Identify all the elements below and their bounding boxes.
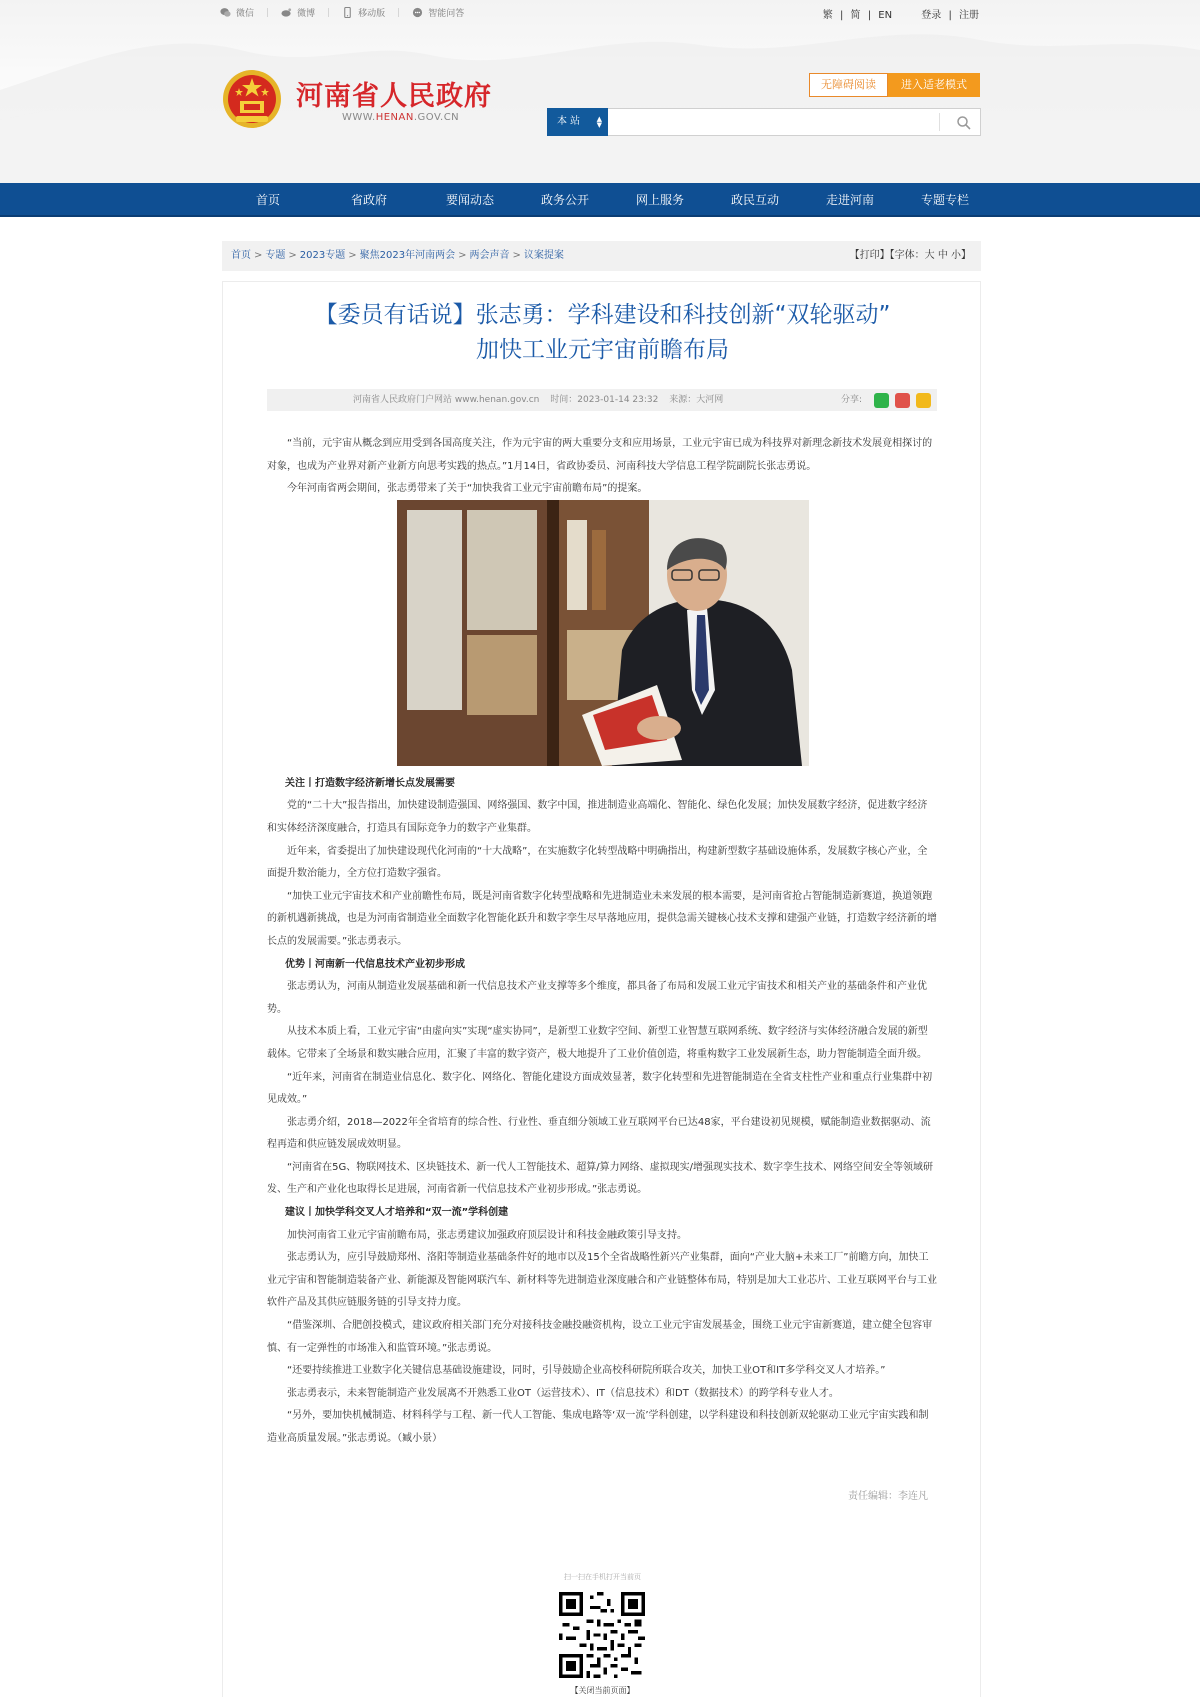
breadcrumb-sep: >	[288, 250, 297, 261]
breadcrumb-item[interactable]: 议案提案	[523, 250, 564, 261]
site-url-suffix: .GOV.CN	[413, 112, 460, 123]
breadcrumb-item[interactable]: 专题	[265, 250, 286, 261]
breadcrumb-item[interactable]: 聚焦2023年河南两会	[359, 250, 456, 261]
login-link[interactable]: 登录	[921, 10, 942, 21]
search-icon[interactable]	[956, 115, 972, 131]
divider: |	[266, 7, 270, 18]
section-heading: 建议丨加快学科交叉人才培养和“双一流”学科创建	[285, 1207, 509, 1219]
share-qzone-icon[interactable]	[916, 393, 931, 408]
wechat-icon	[220, 7, 231, 18]
nav-home[interactable]: 首页	[256, 193, 281, 207]
search-box	[547, 108, 981, 136]
divider: |	[839, 10, 844, 21]
paragraph: “借鉴深圳、合肥创投模式，建议政府相关部门充分对接科技金融投融资机构，设立工业元宇宙发展基金，围绕工业元宇宙新赛道，建立健全包容审慎、有一定弹性的市场准入和监管环境。”张志勇说。	[267, 1320, 933, 1354]
breadcrumb-sep: >	[458, 250, 467, 261]
article-title-line1: 【委员有话说】张志勇：学科建设和科技创新“双轮驱动”	[314, 302, 891, 328]
wechat-link[interactable]	[220, 6, 254, 19]
breadcrumb	[231, 241, 564, 271]
qr-code	[559, 1592, 645, 1678]
updown-arrow-icon: ▲ ▼	[596, 115, 602, 129]
national-emblem-logo[interactable]	[222, 68, 282, 130]
section-heading: 优势丨河南新一代信息技术产业初步形成	[285, 958, 465, 970]
mobile-label: 移动版	[358, 9, 386, 19]
nav-special-topics[interactable]: 专题专栏	[921, 193, 970, 207]
mobile-icon	[342, 7, 353, 18]
paragraph: “近年来，河南省在制造业信息化、数字化、网络化、智能化建设方面成效显著，数字化转型和先进智能制造在全省支柱性产业和重点行业集群中初见成效。”	[267, 1071, 933, 1106]
mountain-decoration	[0, 0, 1200, 183]
register-link[interactable]: 注册	[959, 10, 979, 21]
share-bar	[841, 392, 931, 408]
article-photo	[397, 500, 809, 766]
breadcrumb-sep: >	[348, 250, 357, 261]
paragraph: “河南省在5G、物联网技术、区块链技术、新一代人工智能技术、超算/算力网络、虚拟现实/增强现实技术、数字孪生技术、网络空间安全等领域研发、生产和产业化也取得长足进展，河南省新一代信息技术产业初步形成。”张志勇说。	[267, 1161, 934, 1196]
lang-english[interactable]: EN	[878, 10, 893, 21]
elder-mode-button[interactable]: 进入适老模式	[888, 73, 980, 97]
breadcrumb-bar	[222, 241, 981, 271]
divider: |	[397, 7, 401, 18]
paragraph: 近年来，省委提出了加快建设现代化河南的“十大战略”，在实施数字化转型战略中明确指出，构建新型数字基础设施体系，发展数字核心产业，全面提升数治能力，全方位打造数字强省。	[267, 845, 928, 880]
breadcrumb-item[interactable]: 首页	[231, 250, 251, 261]
paragraph: 党的“二十大”报告指出，加快建设制造强国、网络强国、数字中国，推进制造业高端化、智能化、绿色化发展；加快发展数字经济，促进数字经济和实体经济深度融合，打造具有国际竞争力的数字产业集群。	[267, 800, 928, 834]
section-heading: 关注丨打造数字经济新增长点发展需要	[285, 777, 455, 789]
paragraph: 从技术本质上看，工业元宇宙“由虚向实”实现“虚实协同”，是新型工业数字空间、新型工业智慧互联网系统、数字经济与实体经济融合发展的新型载体。它带来了全场景和数实融合应用，汇聚了丰富的数字资产，极大地提升了工业价值创造，将重构数字工业发展新生态，助力智能制造全面升级。	[267, 1026, 928, 1060]
header-background	[0, 0, 1200, 183]
divider: |	[867, 10, 872, 21]
paragraph: “当前，元宇宙从概念到应用受到各国高度关注，作为元宇宙的两大重要分支和应用场景，工业元宇宙已成为科技界对新理念新技术发展竟相探讨的对象，也成为产业界对新产业新方向思考实践的热点。”1月14日，省政协委员、河南科技大学信息工程学院副院长张志勇说。	[267, 438, 933, 472]
accessible-reading-button[interactable]: 无障碍阅读	[809, 73, 888, 97]
smart-qa-label: 智能问答	[428, 9, 465, 19]
search-divider	[939, 113, 940, 131]
paragraph: “另外，要加快机械制造、材料科学与工程、新一代人工智能、集成电路等‘双一流’学科创建，以学科建设和科技创新双轮驱动工业元宇宙实践和制造业高质量发展。”张志勇说。（臧小景）	[267, 1410, 929, 1444]
nav-news[interactable]: 要闻动态	[446, 193, 495, 207]
lang-traditional[interactable]: 繁	[822, 10, 833, 21]
meta-time: 时间：2023-01-14 23:32	[550, 395, 659, 405]
site-url	[342, 112, 459, 123]
paragraph: 今年河南省两会期间，张志勇带来了关于“加快我省工业元宇宙前瞻布局”的提案。	[287, 483, 648, 495]
nav-gov-affairs[interactable]: 政务公开	[541, 193, 590, 207]
meta-source-site: 河南省人民政府门户网站 www.henan.gov.cn	[353, 395, 540, 405]
paragraph: “加快工业元宇宙技术和产业前瞻性布局，既是河南省数字化转型战略和先进制造业未来发展的根本需要，是河南省抢占智能制造新赛道，换道领跑的新机遇新挑战，也是为河南省制造业全面数字化智能化跃升和数字孪生尽早落地应用，提供急需关键核心技术支撑和建强产业链，打造数字经济新的增长点的发展需要。”张志勇表示。	[267, 890, 937, 947]
share-label: 分享:	[840, 395, 862, 405]
breadcrumb-sep: >	[512, 250, 521, 261]
smart-qa-link[interactable]	[412, 6, 464, 19]
search-scope-label: 本站	[557, 116, 583, 127]
print-font-tools[interactable]: 【打印】【字体：大 中 小】	[849, 250, 971, 261]
close-page-link[interactable]: 【关闭当前页面】	[570, 1686, 635, 1695]
paragraph: “还要持续推进工业数字化关键信息基础设施建设，同时，引导鼓励企业高校科研院所联合攻关，加快工业OT和IT多学科交叉人才培养。”	[287, 1365, 886, 1377]
search-scope-select[interactable]	[547, 108, 608, 136]
site-url-prefix: WWW.	[342, 112, 376, 123]
breadcrumb-item[interactable]: 两会声音	[469, 250, 510, 261]
mobile-link[interactable]	[342, 6, 385, 19]
nav-about-henan[interactable]: 走进河南	[826, 193, 875, 207]
breadcrumb-item[interactable]: 2023专题	[299, 250, 346, 261]
weibo-label: 微博	[297, 9, 316, 19]
weibo-link[interactable]	[281, 6, 315, 19]
site-url-brand: HENAN	[375, 112, 414, 123]
site-title[interactable]: 河南省人民政府	[296, 81, 492, 112]
qr-caption: 扫一扫在手机打开当前页	[564, 1573, 641, 1581]
wechat-label: 微信	[236, 9, 255, 19]
share-wechat-icon[interactable]	[874, 393, 889, 408]
article-meta-bar	[267, 389, 937, 411]
article-title	[223, 298, 982, 368]
paragraph: 张志勇认为，河南从制造业发展基础和新一代信息技术产业支撑等多个维度，都具备了布局和发展工业元宇宙技术和相关产业的基础条件和产业优势。	[267, 981, 927, 1015]
breadcrumb-sep: >	[254, 250, 263, 261]
paragraph: 张志勇介绍，2018—2022年全省培育的综合性、行业性、垂直细分领域工业互联网平台已达48家，平台建设初见规模，赋能制造业数据驱动、流程再造和供应链发展成效明显。	[267, 1116, 931, 1151]
top-utility-bar	[220, 6, 981, 22]
article-meta-info	[353, 389, 731, 411]
article-container	[222, 281, 981, 1697]
nav-online-services[interactable]: 网上服务	[636, 193, 685, 207]
divider: |	[327, 7, 331, 18]
paragraph: 张志勇表示，未来智能制造产业发展离不开熟悉工业OT（运营技术）、IT（信息技术）和DT（数据技术）的跨学科专业人才。	[287, 1387, 839, 1399]
paragraph: 张志勇认为，应引导鼓励郑州、洛阳等制造业基础条件好的地市以及15个全省战略性新兴产业集群，面向“产业大脑+未来工厂”前瞻方向，加快工业元宇宙和智能制造装备产业、新能源及智能网联汽车、新材料等先进制造业深度融合和产业链整体布局，特别是加大工业芯片、工业互联网平台与工业软件产品及其供应链服务链的引导支持力度。	[267, 1252, 937, 1309]
article-title-line2: 加快工业元宇宙前瞻布局	[476, 337, 729, 363]
paragraph: 加快河南省工业元宇宙前瞻布局，张志勇建议加强政府顶层设计和科技金融政策引导支持。	[287, 1229, 687, 1241]
responsible-editor: 责任编辑：李连凡	[848, 1491, 928, 1502]
chat-icon	[412, 7, 423, 18]
search-input[interactable]	[612, 111, 942, 133]
weibo-icon	[281, 7, 292, 18]
lang-simplified[interactable]: 简	[850, 10, 861, 21]
nav-interaction[interactable]: 政民互动	[731, 193, 780, 207]
meta-origin: 来源：大河网	[669, 395, 724, 405]
main-navigation	[0, 183, 1200, 217]
nav-provincial-gov[interactable]: 省政府	[351, 193, 388, 207]
share-weibo-icon[interactable]	[895, 393, 910, 408]
divider: |	[948, 10, 952, 21]
